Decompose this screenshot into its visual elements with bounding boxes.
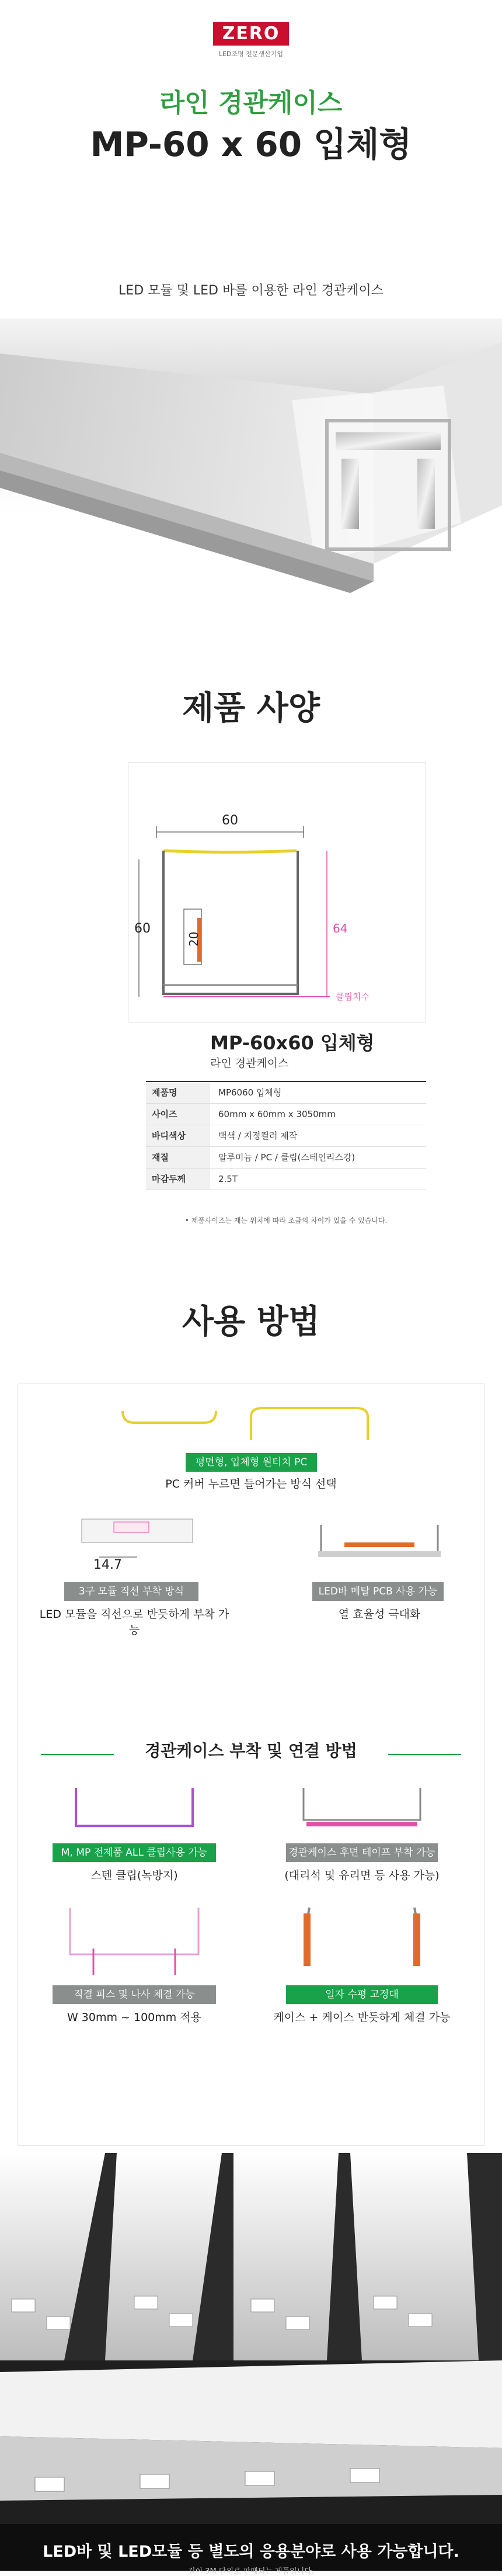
- block6-caption: W 30mm ~ 100mm 적용: [67, 2011, 202, 2024]
- technical-drawing: [128, 762, 426, 1022]
- module-mount-illustration: [70, 1507, 204, 1572]
- usage-section-title: 사용 방법: [182, 1303, 320, 1341]
- block2-dim: 14.7: [93, 1558, 122, 1572]
- product-category: 라인 경관케이스: [159, 88, 343, 118]
- spec-product-subtitle: 라인 경관케이스: [210, 1057, 289, 1070]
- dim-width-label: 60: [222, 813, 238, 828]
- brand-tagline: LED조명 전문생산기업: [218, 50, 284, 58]
- spec-table: [146, 1081, 426, 1190]
- clip-size-label: 클립치수: [336, 991, 369, 1002]
- block6-label: 직결 피스 및 나사 체결 가능: [53, 1985, 216, 2004]
- table-row: [146, 1103, 426, 1125]
- clip-illustration: [70, 1776, 198, 1835]
- block4-caption: 스텐 클립(녹방지): [90, 1869, 178, 1882]
- block5-caption: (대리석 및 유리면 등 사용 가능): [284, 1869, 440, 1882]
- spec-value: 백색 / 지정컬러 제작: [210, 1125, 426, 1146]
- spec-value: 60mm x 60mm x 3050mm: [210, 1103, 426, 1125]
- screw-mount-illustration: [58, 1896, 210, 1978]
- table-row: [146, 1081, 426, 1103]
- block1-label: 평면형, 입체형 원터치 PC: [186, 1453, 317, 1472]
- block4-label: M, MP 전제품 ALL 클립사용 가능: [53, 1843, 216, 1862]
- dimension-diagram: [128, 763, 426, 1022]
- spec-value: 2.5T: [210, 1168, 426, 1190]
- brand-logo: ZERO: [213, 22, 289, 46]
- dim-right-label: 64: [333, 921, 348, 935]
- block2-caption: LED 모듈을 직선으로 반듯하게 부착 가능: [39, 1608, 229, 1637]
- block1-caption: PC 커버 누르면 들어가는 방식 선택: [165, 1478, 337, 1490]
- bottom-subtext: 길이 3M 단위로 판매되는 제품입니다.: [188, 2567, 314, 2576]
- block3-label: LED바 메탈 PCB 사용 가능: [312, 1582, 444, 1601]
- dim-height-label: 60: [134, 921, 151, 936]
- lit-profiles-photo: [0, 2153, 502, 2360]
- lit-profiles-illustration: [0, 2153, 502, 2360]
- spec-value: 알루미늄 / PC / 클립(스테인리스강): [210, 1146, 426, 1168]
- product-description: LED 모듈 및 LED 바를 이용한 라인 경관케이스: [118, 283, 384, 298]
- divider-right: [388, 1754, 461, 1755]
- spec-value: MP6060 입체형: [210, 1081, 426, 1103]
- spec-section-title: 제품 사양: [182, 689, 320, 727]
- spec-key: 제품명: [146, 1081, 210, 1103]
- attach-section-heading: 경관케이스 부착 및 연결 방법: [145, 1741, 357, 1760]
- bottom-headline: LED바 및 LED모듈 등 별도의 응용분야로 사용 가능합니다.: [43, 2543, 459, 2561]
- table-row: [146, 1146, 426, 1168]
- block7-label: 일자 수평 고정대: [286, 1985, 438, 2004]
- table-row: [146, 1125, 426, 1146]
- product-title: MP-60 x 60 입체형: [90, 124, 412, 164]
- header-section: [0, 0, 502, 321]
- spec-key: 사이즈: [146, 1103, 210, 1125]
- tape-illustration: [292, 1776, 432, 1835]
- metal-pcb-illustration: [315, 1513, 444, 1572]
- joint-bracket-illustration: [292, 1896, 432, 1978]
- spec-key: 바디색상: [146, 1125, 210, 1146]
- spec-product-name: MP-60x60 입체형: [210, 1032, 375, 1054]
- block2-label: 3구 모듈 직선 부착 방식: [64, 1582, 198, 1601]
- pc-cover-illustration: [117, 1399, 385, 1446]
- table-row: [146, 1168, 426, 1190]
- spec-key: 재질: [146, 1146, 210, 1168]
- block5-label: 경관케이스 후면 테이프 부착 가능: [286, 1843, 438, 1862]
- usage-panel: [18, 1384, 484, 2146]
- spec-footnote: • 제품사이즈는 재는 위치에 따라 조금의 차이가 있을 수 있습니다.: [184, 1216, 388, 1225]
- block3-caption: 열 효율성 극대화: [338, 1608, 421, 1621]
- block7-caption: 케이스 + 케이스 반듯하게 체결 가능: [273, 2011, 451, 2024]
- hero-product-image: [0, 318, 502, 646]
- profile-render-illustration: [0, 318, 502, 646]
- spec-key: 마감두께: [146, 1168, 210, 1190]
- dim-inner-label: 20: [187, 931, 201, 947]
